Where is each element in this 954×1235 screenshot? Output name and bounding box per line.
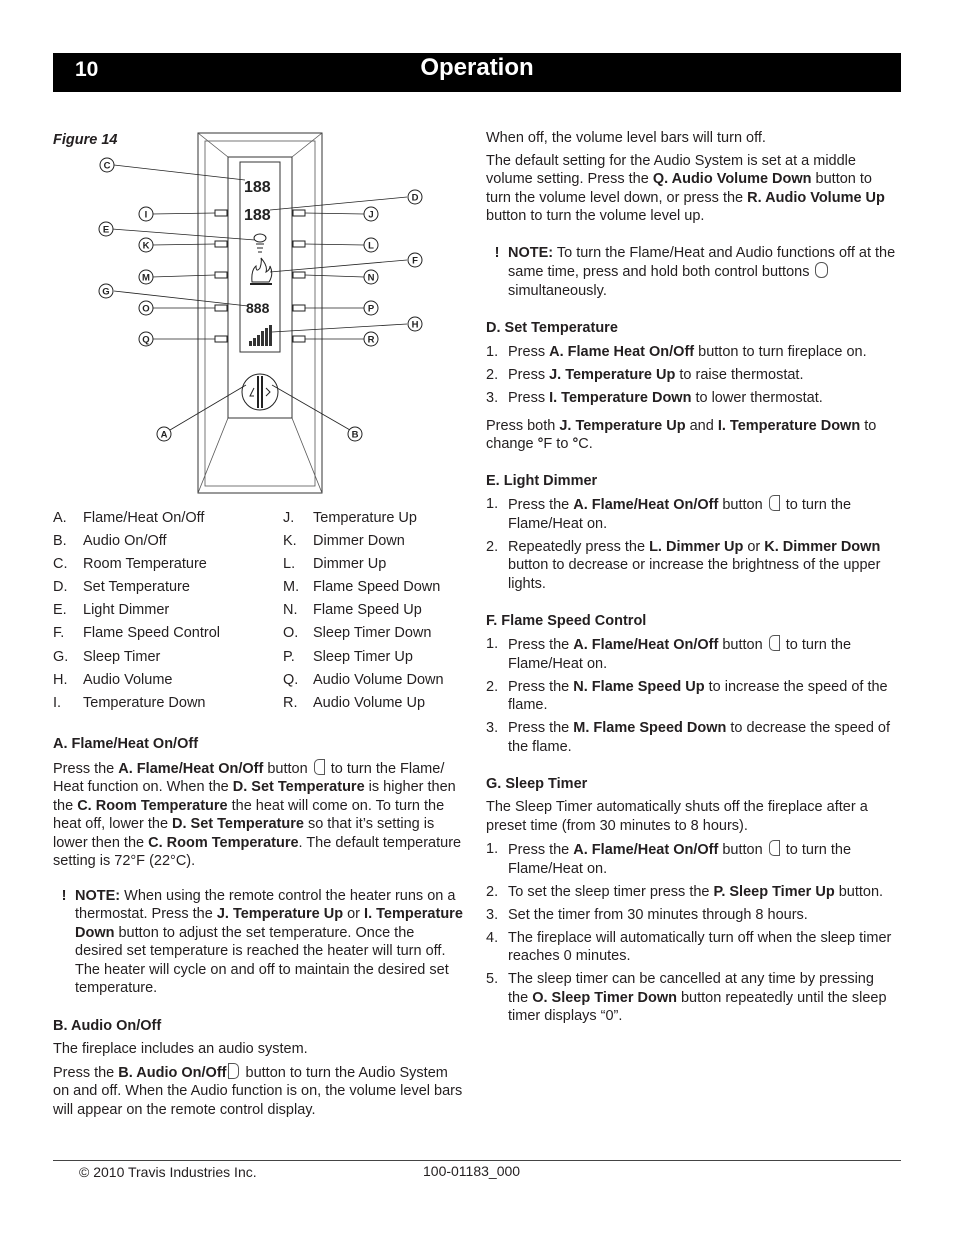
svg-text:H: H <box>411 319 419 331</box>
flame-heat-button-icon <box>769 495 780 511</box>
svg-text:Q: Q <box>142 334 150 346</box>
control-panel <box>228 157 292 418</box>
section-d-steps <box>486 343 898 408</box>
legend-item: F. Flame Speed Control <box>53 625 221 642</box>
callout-r <box>364 332 378 346</box>
sleep-timer-up-button <box>293 305 305 311</box>
list-item: 2. Press J. Temperature Up to raise thermostat. <box>486 366 804 383</box>
legend-item: P. Sleep Timer Up <box>283 648 413 665</box>
legend-item: E. Light Dimmer <box>53 602 170 619</box>
set-temp-digits: 188 <box>244 207 271 224</box>
list-item: 1. Press the A. Flame/Heat On/Off button to turn the Flame/Heat on. <box>486 496 852 532</box>
legend-item: J. Temperature Up <box>283 510 417 526</box>
svg-text:P: P <box>367 303 375 315</box>
legend-item: A. Flame/Heat On/Off <box>53 510 205 526</box>
svg-text:N: N <box>367 272 375 284</box>
svg-text:D: D <box>411 192 419 204</box>
legend-item: B. Audio On/Off <box>53 533 167 550</box>
svg-text:O: O <box>142 303 150 315</box>
svg-text:A: A <box>160 429 168 441</box>
temperature-up-button <box>293 210 305 216</box>
temperature-down-button <box>215 210 227 216</box>
svg-text:C: C <box>103 160 111 172</box>
audio-button-icon <box>228 1063 239 1079</box>
list-item: 3. Set the timer from 30 minutes through 8 hours. <box>486 906 808 923</box>
dimmer-down-button <box>215 241 227 247</box>
callout-l <box>364 238 378 252</box>
footer-copyright: © 2010 Travis Industries Inc. <box>79 1164 257 1180</box>
svg-text:J: J <box>368 209 374 221</box>
callout-b <box>348 427 362 441</box>
flame-heat-button-icon <box>769 840 780 856</box>
left-column <box>53 735 465 1119</box>
light-dimmer-icon <box>254 234 266 252</box>
list-item: 3. Press the M. Flame Speed Down to decrease the speed of the flame. <box>486 720 891 755</box>
audio-volume-bars-icon <box>249 325 272 346</box>
page-header <box>53 53 901 92</box>
section-heading-d: D. Set Temperature <box>486 320 618 336</box>
section-e-steps <box>486 495 898 593</box>
footer-divider <box>53 1160 901 1161</box>
figure-label: Figure 14 <box>53 132 118 148</box>
svg-text:R: R <box>367 334 375 346</box>
flame-heat-button-icon <box>314 759 325 775</box>
list-item: 1. Press A. Flame Heat On/Off button to turn fireplace on. <box>486 343 867 360</box>
callout-o <box>139 301 153 315</box>
note-both-off: ! NOTE: To turn the Flame/Heat and Audio functions off at the same time, press and hold both control buttons simultaneously. <box>486 244 898 301</box>
list-item: 1. Press the A. Flame/Heat On/Off button to turn the Flame/Heat on. <box>486 636 852 672</box>
legend-item: I. Temperature Down <box>53 694 206 711</box>
legend-item: C. Room Temperature <box>53 556 207 573</box>
section-b-paragraph: When off, the volume level bars will turn off. <box>486 130 766 146</box>
section-a-paragraph: Press the A. Flame/Heat On/Off button to turn the Flame/ Heat function on. When the D. Set Temperature is higher then the C. Room Temperature the heat will come on. To turn the heat off, lower the D. Set Temperature so that it’s setting is lower then the C. Room Temperature. The default temperature setting is 72°F (22°C). <box>53 760 462 869</box>
section-heading-e: E. Light Dimmer <box>486 472 598 489</box>
room-temp-digits: 188 <box>244 179 271 196</box>
dimmer-up-button <box>293 241 305 247</box>
section-g-paragraph: The Sleep Timer automatically shuts off the fireplace after a preset time (from 30 minutes to 8 hours). <box>486 799 868 834</box>
list-item: 4. The fireplace will automatically turn off when the sleep timer reaches 0 minutes. <box>486 929 892 964</box>
svg-text:E: E <box>102 224 110 236</box>
legend-item: K. Dimmer Down <box>283 533 405 550</box>
section-heading-f: F. Flame Speed Control <box>486 612 647 629</box>
legend-item: D. Set Temperature <box>53 579 190 596</box>
callout-h <box>408 317 422 331</box>
page-title: Operation <box>420 54 534 81</box>
callout-q <box>139 332 153 346</box>
section-b-paragraph: Press the B. Audio On/Off button to turn the Audio System on and off. When the Audio function is on, the volume level bars will appear on the remote control display. <box>53 1064 463 1118</box>
remote-control-diagram <box>95 128 425 498</box>
callout-e <box>99 222 113 236</box>
callout-k <box>139 238 153 252</box>
sleep-timer-down-button <box>215 305 227 311</box>
note-alert-icon: ! <box>61 887 67 904</box>
callout-m <box>139 270 153 284</box>
svg-text:K: K <box>142 240 150 252</box>
section-b-paragraph: The fireplace includes an audio system. <box>53 1041 308 1057</box>
callout-d <box>408 190 422 204</box>
svg-text:G: G <box>102 286 110 298</box>
callout-p <box>364 301 378 315</box>
callout-g <box>99 284 113 298</box>
legend-item: G. Sleep Timer <box>53 648 161 665</box>
flame-heat-button-icon <box>769 635 780 651</box>
right-column <box>486 129 898 1030</box>
svg-text:B: B <box>351 429 359 441</box>
legend-item: H. Audio Volume <box>53 671 173 688</box>
legend-item: L. Dimmer Up <box>283 556 387 573</box>
svg-text:I: I <box>144 209 148 221</box>
section-d-paragraph: Press both J. Temperature Up and I. Temperature Down to change °F to °C. <box>486 417 877 452</box>
section-heading-a: A. Flame/Heat On/Off <box>53 736 199 752</box>
svg-text:F: F <box>412 255 418 267</box>
flame-speed-icon <box>250 258 272 284</box>
section-heading-g: G. Sleep Timer <box>486 775 588 792</box>
legend-right <box>283 509 444 717</box>
callout-n <box>364 270 378 284</box>
section-b-paragraph: The default setting for the Audio System is set at a middle volume setting. Press the Q. Audio Volume Down button to turn the volume level down, or press the R. Audio Volume Up button to turn the volume level up. <box>486 152 885 224</box>
callout-f <box>408 253 422 267</box>
legend-item: O. Sleep Timer Down <box>283 625 432 642</box>
list-item: 2. Repeatedly press the L. Dimmer Up or K. Dimmer Down button to decrease or increase the brightness of the upper lights. <box>486 538 881 592</box>
page-number: 10 <box>75 58 99 81</box>
audio-volume-down-button <box>215 336 227 342</box>
section-f-steps <box>486 635 898 756</box>
list-item: 5. The sleep timer can be cancelled at any time by pressing the O. Sleep Timer Down button repeatedly until the sleep timer displays “0”. <box>486 971 887 1024</box>
note-heater-thermostat: ! NOTE: When using the remote control the heater runs on a thermostat. Press the J. Temperature Up or I. Temperature Down button to adjust the set temperature. Once the desired set temperature is reached the heater will turn off. The heater will cycle on and off to maintain the desired set temperature. <box>53 887 465 998</box>
section-heading-b: B. Audio On/Off <box>53 1017 162 1034</box>
legend-item: M. Flame Speed Down <box>283 579 441 596</box>
list-item: 1. Press the A. Flame/Heat On/Off button to turn the Flame/Heat on. <box>486 841 852 877</box>
audio-volume-up-button <box>293 336 305 342</box>
legend-left <box>53 509 220 717</box>
callout-a <box>157 427 171 441</box>
list-item: 2. To set the sleep timer press the P. Sleep Timer Up button. <box>486 883 884 900</box>
list-item: 3. Press I. Temperature Down to lower thermostat. <box>486 389 823 406</box>
list-item: 2. Press the N. Flame Speed Up to increase the speed of the flame. <box>486 678 888 713</box>
svg-text:M: M <box>142 272 150 284</box>
sleep-timer-digits: 888 <box>246 300 270 316</box>
section-g-steps <box>486 840 898 1026</box>
callout-j <box>364 207 378 221</box>
note-alert-icon: ! <box>494 244 500 261</box>
callout-i <box>139 207 153 221</box>
svg-text:L: L <box>368 240 374 252</box>
callout-c <box>100 158 114 172</box>
legend-item: R. Audio Volume Up <box>283 694 426 711</box>
flame-heat-audio-power-button <box>242 374 278 410</box>
both-buttons-icon <box>815 262 828 278</box>
flame-speed-up-button <box>293 272 305 278</box>
flame-speed-down-button <box>215 272 227 278</box>
footer-doc-number: 100-01183_000 <box>423 1163 521 1179</box>
legend-item: Q. Audio Volume Down <box>283 671 444 688</box>
legend-item: N. Flame Speed Up <box>283 602 422 619</box>
